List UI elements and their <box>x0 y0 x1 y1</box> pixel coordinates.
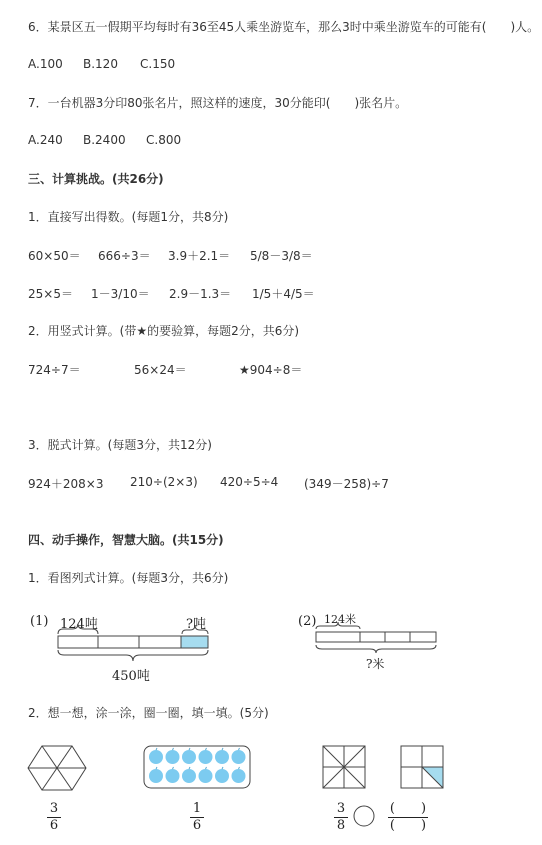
quarter-square <box>401 746 443 788</box>
q6-option-c[interactable]: C.150 <box>140 57 176 71</box>
apple-stem <box>189 748 190 750</box>
fig1-label-bottom: 450吨 <box>112 669 150 684</box>
apple-stem <box>156 748 157 750</box>
calc-item: 25×5＝ <box>28 287 73 301</box>
fig1-label-top-left: 124吨 <box>60 617 98 632</box>
fig2-label-top: 124米 <box>324 613 356 626</box>
blank-numerator[interactable]: ( ) <box>389 801 427 816</box>
apple-stem <box>222 767 223 769</box>
fraction-2-numerator: 1 <box>192 801 202 816</box>
apple-stem <box>206 767 207 769</box>
q7-option-b[interactable]: B.2400 <box>83 133 126 147</box>
fraction-3-denominator: 8 <box>336 818 346 833</box>
apple-stem <box>173 748 174 750</box>
apple-icon[interactable] <box>232 750 246 764</box>
compare-circle[interactable] <box>354 806 374 826</box>
question-6-text: 6．某景区五一假期平均每时有36至45人乘坐游览车，那么3时中乘坐游览车的可能有( )人。 <box>28 20 540 34</box>
section-3-title: 三、计算挑战。(共26分) <box>28 172 164 186</box>
blank-fraction[interactable] <box>388 802 428 833</box>
vertical-calc-item: 724÷7＝ <box>28 363 81 377</box>
apple-icon[interactable] <box>182 769 196 783</box>
fig1-label-top-right: ?吨 <box>186 617 206 632</box>
fraction-2-denominator: 6 <box>192 818 202 833</box>
stepwise-calc-item: 210÷(2×3) <box>130 475 198 489</box>
q6-option-b[interactable]: B.120 <box>83 57 118 71</box>
apple-stem <box>222 748 223 750</box>
s3-q1-title: 1．直接写出得数。(每题1分，共8分) <box>28 210 229 224</box>
apple-stem <box>173 767 174 769</box>
calc-item: 2.9－1.3＝ <box>169 287 232 301</box>
fraction-3-numerator: 3 <box>336 801 346 816</box>
fraction-3 <box>334 802 348 833</box>
question-7-text: 7．一台机器3分印80张名片，照这样的速度，30分能印( )张名片。 <box>28 96 408 110</box>
apple-icon[interactable] <box>149 769 163 783</box>
calc-item: 666÷3＝ <box>98 249 151 263</box>
apple-icon[interactable] <box>215 769 229 783</box>
s4-q2-title: 2．想一想，涂一涂，圈一圈，填一填。(5分) <box>28 706 269 720</box>
apple-stem <box>156 767 157 769</box>
fig2-number: (2) <box>298 614 317 629</box>
eighths-square <box>323 746 365 788</box>
apple-icon[interactable] <box>182 750 196 764</box>
fraction-1-numerator: 3 <box>49 801 59 816</box>
q6-option-a[interactable]: A.100 <box>28 57 63 71</box>
apple-icon[interactable] <box>199 769 213 783</box>
stepwise-calc-item: 924＋208×3 <box>28 477 104 491</box>
fig2-label-bottom: ?米 <box>366 657 385 671</box>
apple-icon[interactable] <box>149 750 163 764</box>
apple-stem <box>189 767 190 769</box>
s3-q3-title: 3．脱式计算。(每题3分，共12分) <box>28 438 212 452</box>
calc-item: 1－3/10＝ <box>91 287 150 301</box>
apple-stem <box>206 748 207 750</box>
apple-group <box>149 748 246 783</box>
blank-denominator[interactable]: ( ) <box>389 818 427 833</box>
s3-q2-title: 2．用竖式计算。(带★的要验算，每题2分，共6分) <box>28 324 300 338</box>
q7-option-a[interactable]: A.240 <box>28 133 63 147</box>
s4-q1-title: 1．看图列式计算。(每题3分，共6分) <box>28 571 229 585</box>
apple-icon[interactable] <box>232 769 246 783</box>
vertical-calc-item: ★904÷8＝ <box>239 363 303 377</box>
calc-item: 5/8－3/8＝ <box>250 249 313 263</box>
q7-option-c[interactable]: C.800 <box>146 133 182 147</box>
apple-icon[interactable] <box>166 750 180 764</box>
calc-item: 60×50＝ <box>28 249 81 263</box>
vertical-calc-item: 56×24＝ <box>134 363 187 377</box>
calc-item: 1/5＋4/5＝ <box>252 287 315 301</box>
apple-icon[interactable] <box>215 750 229 764</box>
apple-stem <box>239 748 240 750</box>
apple-icon[interactable] <box>166 769 180 783</box>
calc-item: 3.9＋2.1＝ <box>168 249 231 263</box>
stepwise-calc-item: 420÷5÷4 <box>220 475 279 489</box>
fraction-1 <box>47 802 61 833</box>
stepwise-calc-item: (349－258)÷7 <box>304 477 389 491</box>
fraction-1-denominator: 6 <box>49 818 59 833</box>
fig1-number: (1) <box>30 614 49 629</box>
section-4-title: 四、动手操作，智慧大脑。(共15分) <box>28 533 224 547</box>
fraction-2 <box>190 802 204 833</box>
apple-icon[interactable] <box>199 750 213 764</box>
hexagon-shape <box>28 746 86 790</box>
apple-stem <box>239 767 240 769</box>
